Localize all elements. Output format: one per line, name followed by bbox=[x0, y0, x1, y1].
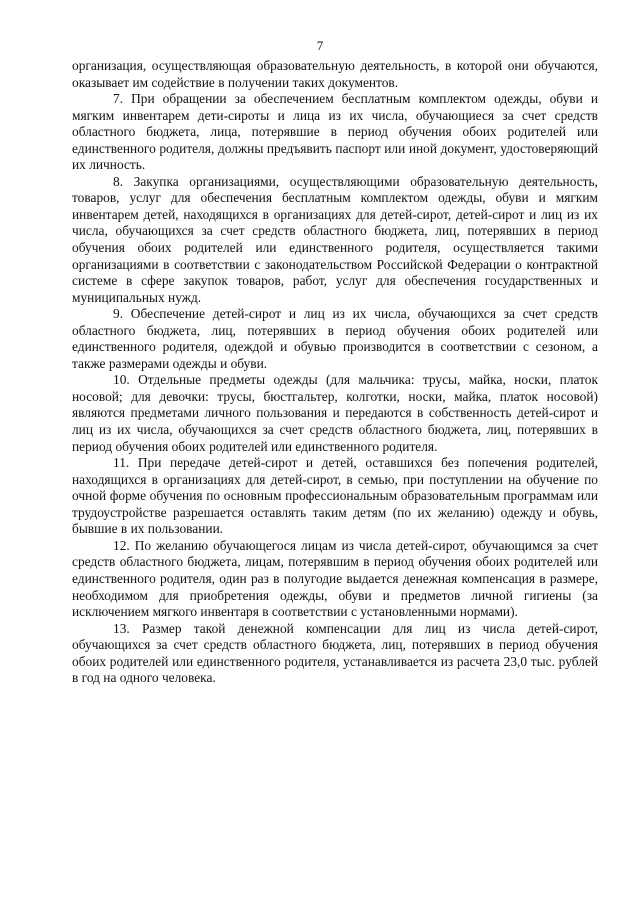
paragraph-continuation: организация, осуществляющая образовательную деятельность, в которой они обучаются, оказывает им содействие в получении таких документов. bbox=[72, 58, 598, 90]
paragraph-item-10: 10. Отдельные предметы одежды (для мальчика: трусы, майка, носки, платок носовой; для девочки: трусы, бюстгальтер, колготки, носки, майка, платок носовой) являются предметами личного пользования и передаются в собственность детей-сирот и лиц из их числа, обучающихся за счет средств областного бюджета, лиц, потерявших в период обучения обоих родителей или единственного родителя. bbox=[72, 372, 598, 454]
paragraph-item-7: 7. При обращении за обеспечением бесплатным комплектом одежды, обуви и мягким инвентарем дети-сироты и лица из их числа, обучающиеся за счет средств областного бюджета, лица, потерявшие в период обучения обоих родителей или единственного родителя, должны предъявить паспорт или иной документ, удостоверяющий их личность. bbox=[72, 91, 598, 173]
paragraph-item-8: 8. Закупка организациями, осуществляющими образовательную деятельность, товаров, услуг для обеспечения бесплатным комплектом одежды, обуви и мягким инвентарем детей, находящихся в организациях для детей-сирот, детей-сирот и лиц из их числа, обучающихся за счет средств областного бюджета, лиц, потерявших в период обучения обоих родителей или единственного родителя, осуществляется такими организациями в соответствии с законодательством Российской Федерации о контрактной системе в сфере закупок товаров, работ, услуг для обеспечения государственных и муниципальных нужд. bbox=[72, 173, 598, 305]
page-number: 7 bbox=[316, 38, 324, 53]
paragraph-item-13: 13. Размер такой денежной компенсации для лиц из числа детей-сирот, обучающихся за счет средств областного бюджета, лиц, потерявших в период обучения обоих родителей или единственного родителя, устанавливается из расчета 23,0 тыс. рублей в год на одного человека. bbox=[72, 620, 598, 686]
paragraph-item-12: 12. По желанию обучающегося лицам из числа детей-сирот, обучающимся за счет средств областного бюджета, лицам, потерявшим в период обучения обоих родителей или единственного родителя, один раз в полугодие выдается денежная компенсация в размере, необходимом для приобретения одежды, обуви и предметов личной гигиены (за исключением мягкого инвентаря в соответствии с установленными нормами). bbox=[72, 537, 598, 620]
paragraph-item-9: 9. Обеспечение детей-сирот и лиц из их числа, обучающихся за счет средств областного бюджета, лиц, потерявших в период обучения обоих родителей или единственного родителя, одеждой и обувью производится в соответствии с сезоном, а также размерами одежды и обуви. bbox=[72, 306, 598, 371]
paragraph-item-11: 11. При передаче детей-сирот и детей, оставшихся без попечения родителей, находящихся в организациях для детей-сирот, в семью, при поступлении на обучение по очной форме обучения по основным профессиональным образовательным программам или трудоустройстве разрешается оставлять таким детям (по их желанию) одежду и обувь, бывшие в их пользовании. bbox=[72, 455, 598, 537]
document-body bbox=[72, 58, 598, 687]
